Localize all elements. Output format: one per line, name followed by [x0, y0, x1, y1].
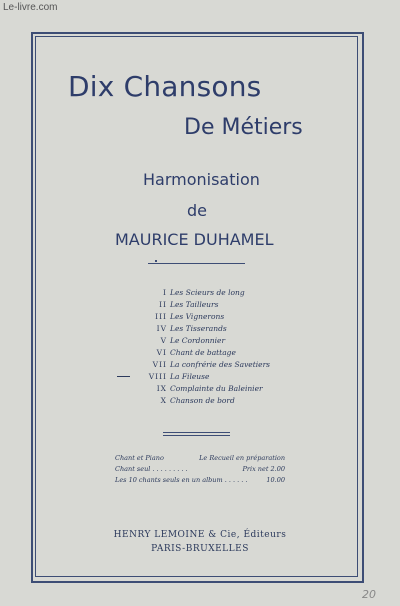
- watermark: Le-livre.com: [3, 2, 58, 13]
- price-row: [115, 453, 285, 463]
- price-label: Chant et Piano: [115, 454, 164, 462]
- song-title: Les Scieurs de long: [170, 288, 245, 297]
- harmonisation-label: Harmonisation: [143, 170, 260, 189]
- song-item: [0, 323, 400, 335]
- publisher-name: HENRY LEMOINE & Cie, Éditeurs: [113, 530, 287, 540]
- divider-top: [148, 263, 245, 264]
- song-item: [0, 383, 400, 395]
- song-number: IX: [156, 384, 167, 393]
- pencil-mark: 20: [362, 588, 376, 601]
- song-number: VII: [152, 360, 167, 369]
- price-row: [115, 475, 285, 485]
- song-item: [0, 347, 400, 359]
- title-line-1: Dix Chansons: [68, 70, 262, 103]
- price-label: Chant seul . . . . . . . . .: [115, 465, 188, 473]
- song-item: [0, 359, 400, 371]
- publisher-city: PARIS-BRUXELLES: [151, 544, 249, 554]
- title-line-2: De Métiers: [184, 115, 303, 140]
- song-title: Les Tailleurs: [170, 300, 219, 309]
- price-value: Prix net 2.00: [242, 465, 285, 473]
- song-title: La confrérie des Savetiers: [170, 360, 271, 369]
- price-label: Les 10 chants seuls en un album . . . . . .: [115, 476, 248, 484]
- song-title: Le Cordonnier: [170, 336, 226, 345]
- divider-middle: [163, 432, 230, 433]
- song-title: Chant de battage: [170, 348, 236, 357]
- song-item: [0, 287, 400, 299]
- song-item: [0, 335, 400, 347]
- song-number: VIII: [148, 372, 167, 381]
- song-number: II: [159, 300, 167, 309]
- de-label: de: [187, 201, 207, 220]
- ornament-dot: [155, 260, 157, 262]
- price-value: Le Recueil en préparation: [199, 454, 285, 462]
- song-number: III: [155, 312, 167, 321]
- price-value: 10.00: [266, 476, 285, 484]
- song-title: Les Vignerons: [170, 312, 225, 321]
- song-number: VI: [156, 348, 167, 357]
- price-row: [115, 464, 285, 474]
- song-item: [0, 371, 400, 383]
- song-title: Complainte du Baleinier: [170, 384, 263, 393]
- song-number: IV: [156, 324, 167, 333]
- song-item: [0, 299, 400, 311]
- song-item: [0, 395, 400, 407]
- divider-middle-double: [163, 435, 230, 436]
- song-item: [0, 311, 400, 323]
- song-title: Chanson de bord: [170, 396, 235, 405]
- song-title: La Fileuse: [170, 372, 210, 381]
- song-number: I: [163, 288, 167, 297]
- song-number: V: [160, 336, 167, 345]
- song-number: X: [160, 396, 167, 405]
- composer-name: MAURICE DUHAMEL: [115, 230, 274, 249]
- song-title: Les Tisserands: [170, 324, 227, 333]
